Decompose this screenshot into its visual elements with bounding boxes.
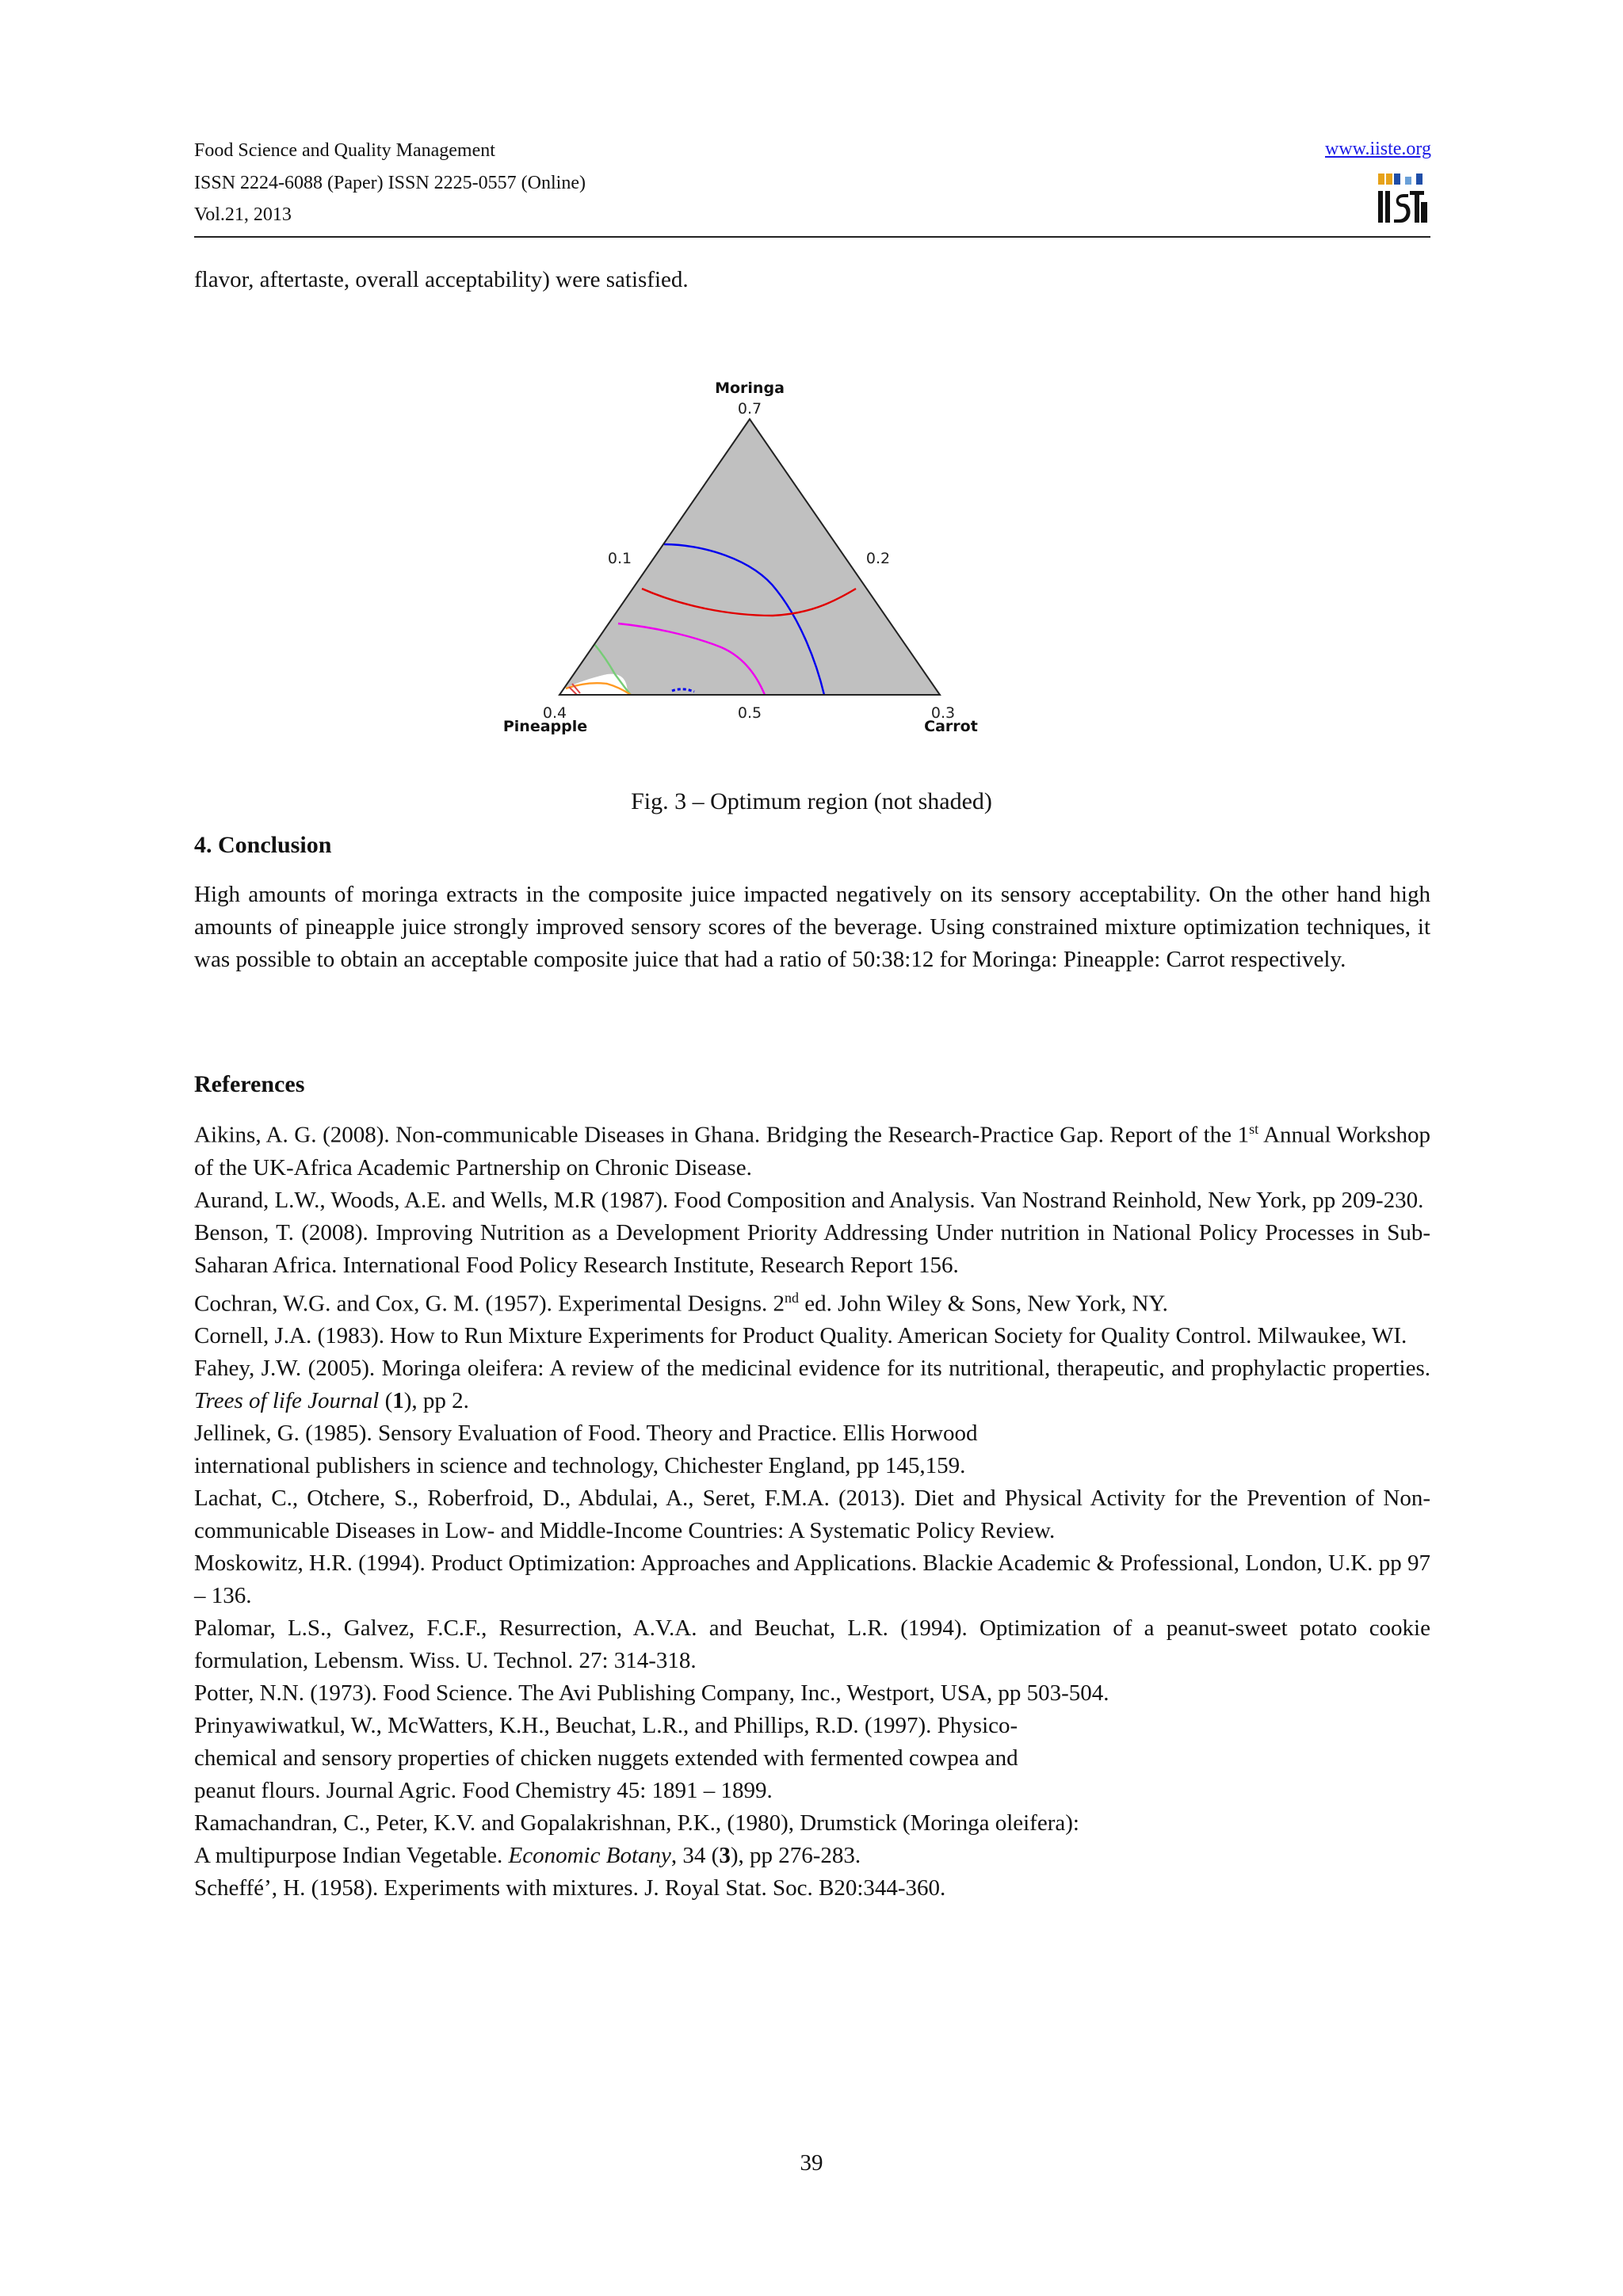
moringa-label: Moringa bbox=[715, 379, 785, 397]
ternary-plot bbox=[491, 368, 983, 741]
bottom-edge-label: 0.5 bbox=[737, 704, 762, 722]
reference-item: Palomar, L.S., Galvez, F.C.F., Resurrection, A.V.A. and Beuchat, L.R. (1994). Optimization of a peanut-sweet potato cookie formulation, Lebensm. Wiss. U. Technol. 27: 314-318. bbox=[194, 1615, 1430, 1674]
header-rule bbox=[194, 236, 1430, 238]
reference-item: Fahey, J.W. (2005). Moringa oleifera: A review of the medicinal evidence for its nutritional, therapeutic, and prophylactic properties. Trees of life Journal (1), pp 2. bbox=[194, 1356, 1430, 1414]
reference-item: Cochran, W.G. and Cox, G. M. (1957). Experimental Designs. 2nd ed. John Wiley & Sons, New York, NY. bbox=[194, 1289, 1168, 1317]
reference-item: international publishers in science and technology, Chichester England, pp 145,159. bbox=[194, 1453, 966, 1479]
reference-item: Lachat, C., Otchere, S., Roberfroid, D., Abdulai, A., Seret, F.M.A. (2013). Diet and Physical Activity for the Prevention of Non-communicable Diseases in Low- and Middle-Income Countries: A Systematic Policy Review. bbox=[194, 1486, 1430, 1544]
page-number: 39 bbox=[800, 2150, 823, 2176]
pineapple-value: 0.4 bbox=[542, 704, 567, 722]
reference-item: Moskowitz, H.R. (1994). Product Optimization: Approaches and Applications. Blackie Academic & Professional, London, U.K. pp 97 – 136. bbox=[194, 1550, 1430, 1609]
reference-item: A multipurpose Indian Vegetable. Economic Botany, 34 (3), pp 276-283. bbox=[194, 1843, 861, 1869]
figure-caption: Fig. 3 – Optimum region (not shaded) bbox=[631, 788, 992, 814]
reference-item: peanut flours. Journal Agric. Food Chemistry 45: 1891 – 1899. bbox=[194, 1778, 773, 1804]
reference-item: Prinyawiwatkul, W., McWatters, K.H., Beuchat, L.R., and Phillips, R.D. (1997). Physico- bbox=[194, 1713, 1018, 1739]
carrot-value: 0.3 bbox=[930, 704, 956, 722]
carrot-label: Carrot bbox=[924, 718, 978, 735]
intro-line: flavor, aftertaste, overall acceptability) were satisfied. bbox=[194, 267, 689, 292]
conclusion-heading: 4. Conclusion bbox=[194, 832, 332, 858]
reference-item: Aikins, A. G. (2008). Non-communicable Diseases in Ghana. Bridging the Research-Practice Gap. Report of the 1st Annual Workshop of the UK-Africa Academic Partnership on Chronic Disease. bbox=[194, 1121, 1430, 1180]
issn-line: ISSN 2224-6088 (Paper) ISSN 2225-0557 (Online) bbox=[194, 173, 586, 193]
pineapple-label: Pineapple bbox=[502, 718, 588, 735]
reference-item: chemical and sensory properties of chicken nuggets extended with fermented cowpea and bbox=[194, 1745, 1018, 1772]
reference-list bbox=[194, 1113, 1430, 1905]
moringa-value: 0.7 bbox=[737, 400, 762, 418]
reference-item: Potter, N.N. (1973). Food Science. The Avi Publishing Company, Inc., Westport, USA, pp 503-504. bbox=[194, 1680, 1109, 1707]
right-edge-label: 0.2 bbox=[865, 550, 891, 567]
reference-item: Aurand, L.W., Woods, A.E. and Wells, M.R (1987). Food Composition and Analysis. Van Nostrand Reinhold, New York, pp 209-230. bbox=[194, 1187, 1424, 1213]
conclusion-text: High amounts of moringa extracts in the composite juice impacted negatively on its sensory acceptability. On the other hand high amounts of pineapple juice strongly improved sensory scores of the beverage. Using constrained mixture optimization techniques, it was possible to obtain an acceptable composite juice that had a ratio of 50:38:12 for Moringa: Pineapple: Carrot respectively. bbox=[194, 882, 1430, 972]
left-edge-label: 0.1 bbox=[607, 550, 632, 567]
reference-item: Scheffé’, H. (1958). Experiments with mixtures. J. Royal Stat. Soc. B20:344-360. bbox=[194, 1875, 946, 1901]
journal-title: Food Science and Quality Management bbox=[194, 140, 495, 161]
references-heading: References bbox=[194, 1071, 305, 1097]
reference-item: Cornell, J.A. (1983). How to Run Mixture Experiments for Product Quality. American Society for Quality Control. Milwaukee, WI. bbox=[194, 1323, 1407, 1349]
iiste-logo bbox=[1375, 170, 1429, 227]
reference-item: Benson, T. (2008). Improving Nutrition as a Development Priority Addressing Under nutrition in National Policy Processes in Sub-Saharan Africa. International Food Policy Research Institute, Research Report 156. bbox=[194, 1219, 1430, 1278]
volume-line: Vol.21, 2013 bbox=[194, 204, 292, 225]
reference-item: Ramachandran, C., Peter, K.V. and Gopalakrishnan, P.K., (1980), Drumstick (Moringa oleifera): bbox=[194, 1810, 1079, 1836]
journal-url-link[interactable]: www.iiste.org bbox=[1325, 139, 1431, 159]
reference-item: Jellinek, G. (1985). Sensory Evaluation of Food. Theory and Practice. Ellis Horwood bbox=[194, 1421, 978, 1447]
